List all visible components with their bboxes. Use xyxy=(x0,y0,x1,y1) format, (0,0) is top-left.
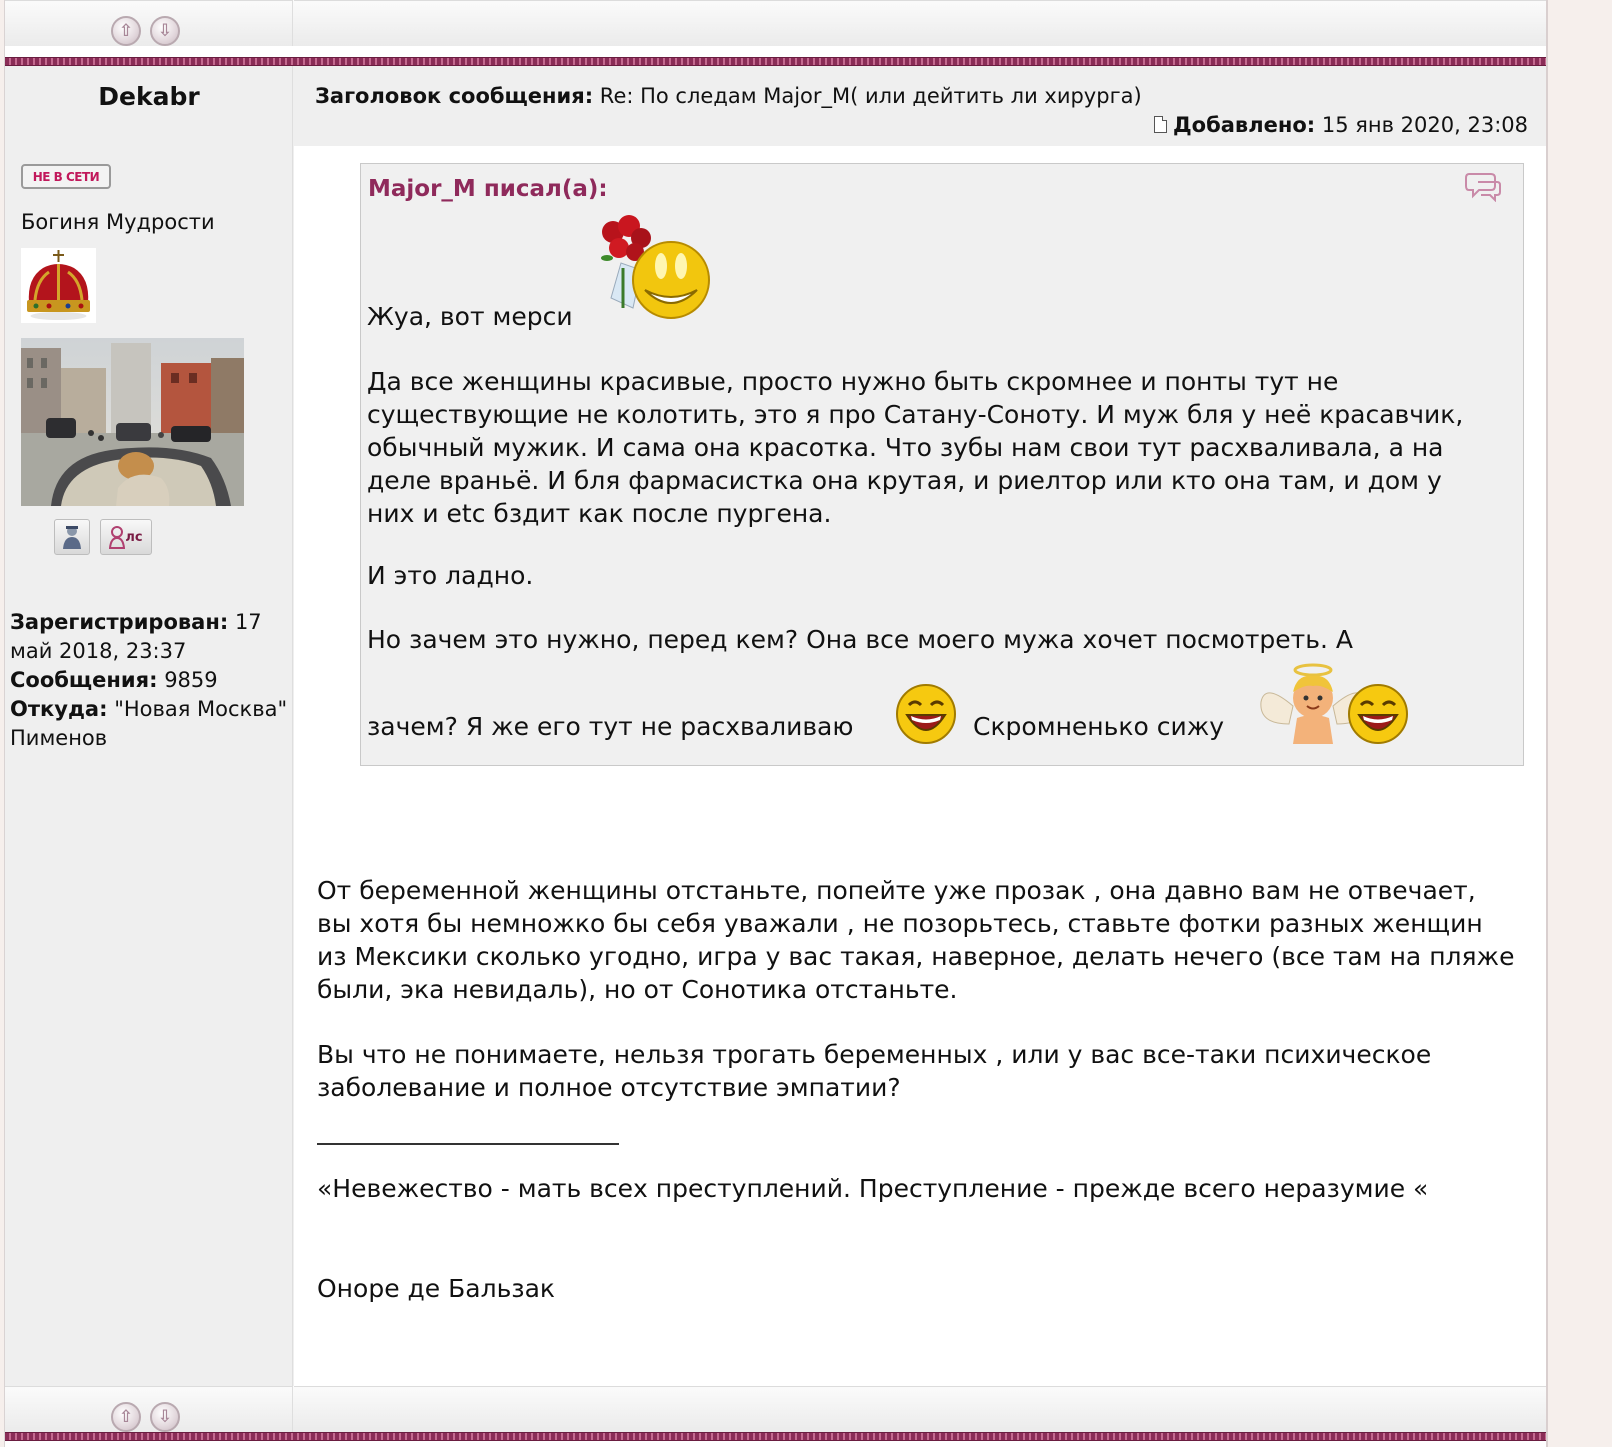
post-date xyxy=(1154,113,1528,137)
profile-cell xyxy=(5,146,293,1386)
quote-author: Major_M писал(а): xyxy=(368,176,608,202)
nav-left-cell-bottom xyxy=(5,1386,293,1432)
quote-line-last-a: зачем? Я же его тут не расхваливаю xyxy=(367,712,854,741)
quote-paragraph-2: И это ладно. xyxy=(367,561,534,590)
post-separator-bottom xyxy=(5,1432,1546,1441)
up-arrow-glyph-bottom: ⇧ xyxy=(118,1406,134,1427)
signature-divider xyxy=(317,1143,619,1145)
post-subject xyxy=(315,84,1142,108)
post-nav-row-bottom xyxy=(5,1386,1546,1432)
post-header-row xyxy=(5,66,1546,146)
quote-block xyxy=(360,163,1524,766)
subject-cell xyxy=(294,66,1546,146)
forum-topic xyxy=(4,0,1548,1447)
offline-status-badge: НЕ В СЕТИ xyxy=(21,164,111,189)
messages-label: Сообщения: xyxy=(10,668,158,692)
registered-label: Зарегистрирован: xyxy=(10,610,229,634)
down-arrow-glyph-bottom: ⇩ xyxy=(157,1406,173,1427)
from-value: "Новая Москва" Пименов xyxy=(10,697,288,750)
nav-left-cell xyxy=(5,0,293,46)
user-profile-icon xyxy=(61,524,83,550)
profile-info xyxy=(10,608,290,753)
scroll-down-icon-bottom[interactable] xyxy=(150,1402,180,1432)
subject-text: Re: По следам Major_M( или дейтить ли хирурга) xyxy=(599,84,1142,108)
user-avatar[interactable] xyxy=(21,338,244,506)
down-arrow-glyph: ⇩ xyxy=(157,20,173,41)
reply-paragraph-1: От беременной женщины отстаньте, попейте уже прозак , она давно вам не отвечает, вы хотя бы немножко бы себя уважали , не позорьтесь, ставьте фотки разных женщин из Мексики сколько угодно, игра у вас такая, наверное, делать нечего (все там на пляже были, эка невидаль), но от Сонотика отстаньте. xyxy=(317,876,1515,1004)
messages-count: 9859 xyxy=(164,668,218,692)
post-separator xyxy=(5,57,1546,66)
nav-right-cell-bottom xyxy=(294,1386,1546,1433)
quote-line-1: Жуа, вот мерси xyxy=(367,302,573,331)
private-message-button[interactable] xyxy=(100,519,152,555)
author-cell xyxy=(5,66,293,146)
scroll-down-icon[interactable] xyxy=(150,16,180,46)
crown-icon xyxy=(21,248,96,323)
roses-smiley-icon xyxy=(593,208,717,324)
quote-paragraph-1: Да все женщины красивые, просто нужно быть скромнее и понты тут не существующие не колотить, это я про Сатану-Соноту. И муж бля у неё красавчик, обычный мужик. И сама она красотка. Что зубы нам свои тут расхваливала, а на деле враньё. И бля фармасистка она крутая, и риелтор или кто она там, и дом у них и etc бздит как после пургена. xyxy=(367,367,1464,528)
scroll-up-icon[interactable] xyxy=(111,16,141,46)
laughing-smiley-icon xyxy=(895,683,957,745)
laughing-smiley-icon-2 xyxy=(1347,683,1409,745)
user-pm-icon xyxy=(109,525,125,549)
up-arrow-glyph: ⇧ xyxy=(118,20,134,41)
post-link-icon[interactable] xyxy=(1154,116,1167,133)
quote-paragraph-3: Но зачем это нужно, перед кем? Она все моего мужа хочет посмотреть. А xyxy=(367,625,1353,654)
quote-reply-icon[interactable] xyxy=(1465,170,1501,202)
nav-right-cell xyxy=(294,0,1546,47)
profile-button[interactable] xyxy=(54,519,90,555)
author-name[interactable]: Dekabr xyxy=(98,82,200,111)
reply-paragraph-2: Вы что не понимаете, нельзя трогать беременных , или у вас все-таки психическое заболевание и полное отсутствие эмпатии? xyxy=(317,1040,1432,1102)
post-nav-row-top xyxy=(5,0,1546,46)
signature-author: Оноре де Бальзак xyxy=(317,1274,556,1303)
quote-line-last-b: Скромненько сижу xyxy=(973,712,1225,741)
user-rank: Богиня Мудрости xyxy=(21,210,215,234)
signature-quote: «Невежество - мать всех преступлений. Преступление - прежде всего неразумие « xyxy=(317,1174,1429,1203)
registered-date: 17 май 2018, 23:37 xyxy=(10,610,262,663)
posted-date: 15 янв 2020, 23:08 xyxy=(1321,113,1528,137)
from-label: Откуда: xyxy=(10,697,108,721)
subject-label: Заголовок сообщения: xyxy=(315,84,594,108)
posted-label: Добавлено: xyxy=(1172,113,1316,137)
scroll-up-icon-bottom[interactable] xyxy=(111,1402,141,1432)
pm-label: лс xyxy=(125,529,143,545)
